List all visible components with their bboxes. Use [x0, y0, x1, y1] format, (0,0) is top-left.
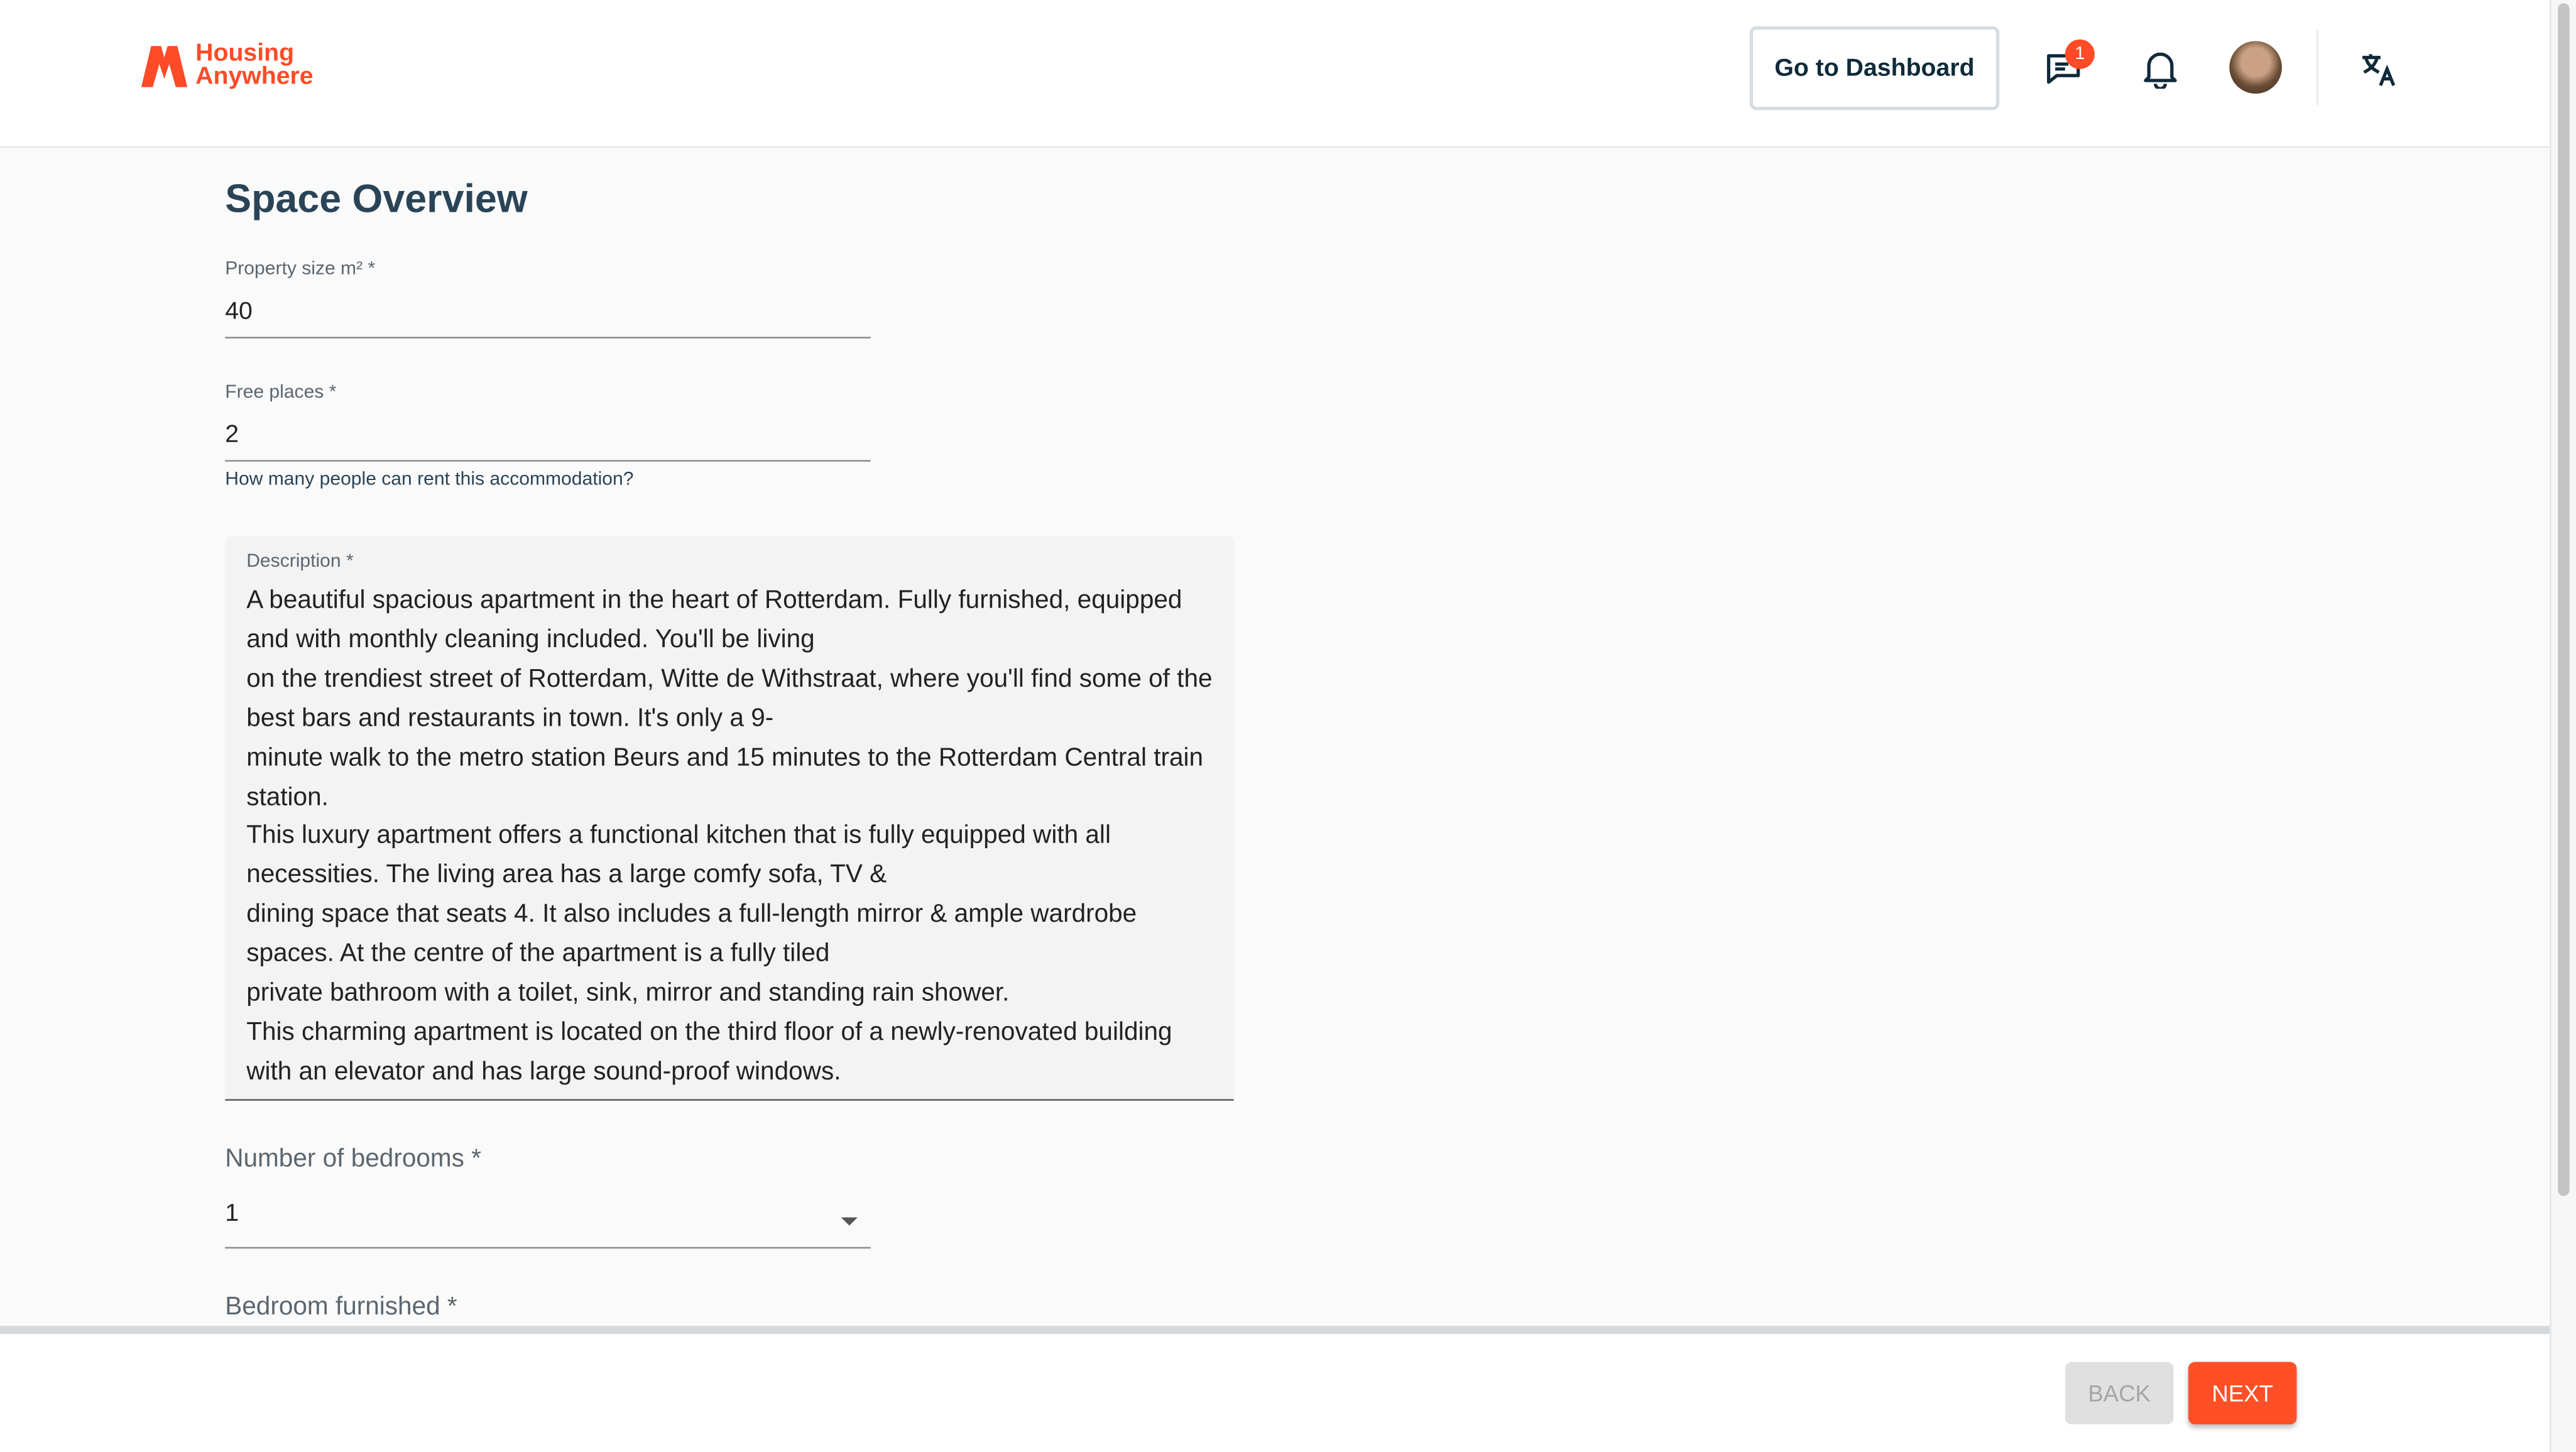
bell-icon[interactable] — [2139, 48, 2181, 90]
next-button[interactable]: NEXT — [2188, 1362, 2297, 1424]
bedrooms-select[interactable] — [225, 1199, 871, 1248]
page-title: Space Overview — [225, 177, 528, 222]
bedrooms-label: Number of bedrooms * — [225, 1145, 481, 1173]
free-places-input[interactable]: 2 — [225, 420, 871, 461]
top-nav — [0, 0, 2550, 148]
scrollbar[interactable] — [2550, 0, 2576, 1452]
translate-icon[interactable] — [2357, 48, 2400, 90]
back-button[interactable]: BACK — [2065, 1362, 2174, 1424]
footer-bar — [0, 1326, 2550, 1452]
property-size-input[interactable]: 40 — [225, 297, 871, 338]
logo[interactable] — [138, 39, 314, 90]
logo-text-line2: Anywhere — [195, 62, 314, 90]
logo-icon — [138, 43, 191, 89]
divider — [2317, 30, 2318, 105]
bedrooms-value: 1 — [225, 1199, 239, 1228]
chevron-down-icon — [841, 1218, 858, 1226]
scrollbar-thumb[interactable] — [2558, 3, 2569, 1196]
free-places-label: Free places * — [225, 383, 337, 403]
description-textarea[interactable] — [225, 535, 1233, 1100]
free-places-helper: How many people can rent this accommodation? — [225, 469, 634, 490]
messages-badge: 1 — [2065, 40, 2095, 69]
property-size-label: Property size m² * — [225, 259, 376, 280]
user-avatar[interactable] — [2229, 41, 2282, 94]
bedroom-furnished-label: Bedroom furnished * — [225, 1292, 457, 1321]
go-to-dashboard-button[interactable]: Go to Dashboard — [1750, 26, 1999, 110]
form-content — [0, 148, 2550, 1326]
logo-text-line1: Housing — [195, 39, 295, 68]
description-label: Description * — [246, 552, 354, 572]
description-text[interactable]: A beautiful spacious apartment in the heart of Rotterdam. Fully furnished, equipped and with monthly cleaning included. You'll be living on the trendiest street of Rotterdam, Witte de Withstraat, where you'll find some of the best bars and restaurants in town. It's only a 9- minute walk to the metro station Beurs and 15 minutes to the Rotterdam Central train station. This luxury apartment offers a functional kitchen that is fully equipped with all necessities. The living area has a large comfy sofa, TV & dining space that seats 4. It also includes a full-length mirror & ample wardrobe spaces. At the centre of the apartment is a fully tiled private bathroom with a toilet, sink, mirror and standing rain shower. This charming apartment is located on the third floor of a newly-renovated building with an elevator and has large sound-proof windows. — [246, 586, 1213, 1086]
